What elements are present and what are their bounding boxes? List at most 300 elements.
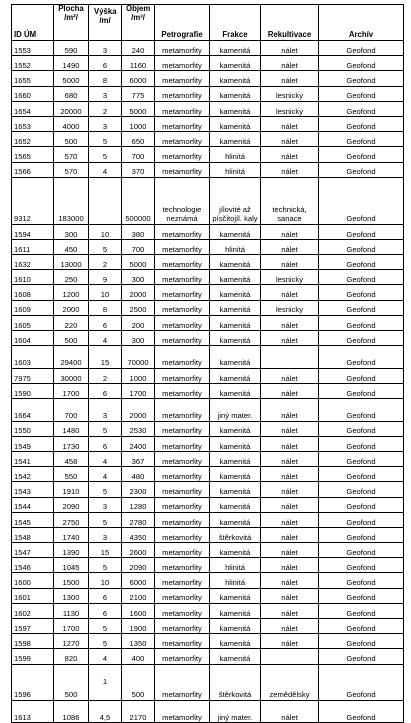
cell-rekult: nálet	[261, 255, 319, 270]
cell-petro: metamorfity	[155, 368, 210, 383]
cell-archiv: Geofond	[319, 101, 404, 116]
cell-vyska: 5	[89, 421, 122, 436]
cell-objem: 70000	[122, 346, 155, 369]
cell-rekult: nálet	[261, 588, 319, 603]
cell-petro: metamorfity	[155, 41, 210, 56]
header-plocha-label: Plocha /m²/	[58, 4, 84, 22]
cell-objem: 1000	[122, 116, 155, 131]
cell-plocha: 1480	[54, 421, 89, 436]
cell-rekult: lesnicky	[261, 86, 319, 101]
header-rekultivace: Rekultivace	[261, 5, 319, 41]
table-row	[12, 436, 404, 451]
cell-plocha: 680	[54, 86, 89, 101]
cell-vyska: 2	[89, 255, 122, 270]
cell-id: 1655	[12, 71, 54, 86]
cell-petro: metamorfity	[155, 239, 210, 254]
cell-plocha: 590	[54, 41, 89, 56]
table-row	[12, 512, 404, 527]
cell-frakce: kamenitá	[210, 497, 261, 512]
cell-petro: metamorfity	[155, 383, 210, 398]
cell-id: 1597	[12, 619, 54, 634]
cell-archiv: Geofond	[319, 543, 404, 558]
cell-archiv: Geofond	[319, 512, 404, 527]
cell-objem: 2090	[122, 558, 155, 573]
cell-rekult: nálet	[261, 558, 319, 573]
cell-objem: 2400	[122, 436, 155, 451]
cell-frakce: kamenitá	[210, 56, 261, 71]
cell-id: 1549	[12, 436, 54, 451]
cell-id: 1654	[12, 101, 54, 116]
cell-vyska: 10	[89, 573, 122, 588]
cell-id: 1652	[12, 132, 54, 147]
cell-id: 1610	[12, 270, 54, 285]
cell-petro: metamorfity	[155, 346, 210, 369]
cell-objem: 500000	[122, 177, 155, 224]
cell-petro: metamorfity	[155, 700, 210, 723]
cell-petro: metamorfity	[155, 634, 210, 649]
cell-petro: metamorfity	[155, 497, 210, 512]
cell-archiv: Geofond	[319, 497, 404, 512]
cell-archiv: Geofond	[319, 331, 404, 346]
cell-id: 1543	[12, 482, 54, 497]
cell-objem: 775	[122, 86, 155, 101]
cell-plocha: 13000	[54, 255, 89, 270]
table-row	[12, 700, 404, 723]
cell-plocha: 4000	[54, 116, 89, 131]
table-row	[12, 147, 404, 162]
cell-archiv: Geofond	[319, 588, 404, 603]
cell-id: 1664	[12, 399, 54, 422]
cell-vyska: 2	[89, 368, 122, 383]
cell-rekult: nálet	[261, 700, 319, 723]
cell-plocha: 1910	[54, 482, 89, 497]
cell-archiv: Geofond	[319, 132, 404, 147]
cell-objem: 370	[122, 162, 155, 177]
cell-petro: metamorfity	[155, 147, 210, 162]
cell-vyska: 3	[89, 527, 122, 542]
cell-petro: metamorfity	[155, 436, 210, 451]
cell-archiv: Geofond	[319, 224, 404, 239]
cell-id: 1590	[12, 383, 54, 398]
cell-id: 1546	[12, 558, 54, 573]
cell-plocha: 1300	[54, 588, 89, 603]
cell-archiv: Geofond	[319, 451, 404, 466]
cell-objem: 480	[122, 467, 155, 482]
table-row	[12, 451, 404, 466]
cell-frakce: kamenitá	[210, 86, 261, 101]
cell-objem: 2530	[122, 421, 155, 436]
cell-rekult: nálet	[261, 497, 319, 512]
cell-rekult: nálet	[261, 421, 319, 436]
table-row	[12, 543, 404, 558]
cell-archiv: Geofond	[319, 315, 404, 330]
cell-objem: 1350	[122, 634, 155, 649]
cell-vyska: 6	[89, 603, 122, 618]
cell-plocha: 1500	[54, 573, 89, 588]
cell-frakce: kamenitá	[210, 315, 261, 330]
table-row	[12, 399, 404, 422]
table-row	[12, 162, 404, 177]
cell-id: 1565	[12, 147, 54, 162]
cell-rekult: nálet	[261, 132, 319, 147]
cell-vyska: 4,5	[89, 700, 122, 723]
table-row	[12, 285, 404, 300]
cell-petro: technologie neznámá	[155, 177, 210, 224]
cell-rekult: nálet	[261, 368, 319, 383]
cell-petro: metamorfity	[155, 255, 210, 270]
table-row	[12, 101, 404, 116]
cell-vyska: 5	[89, 634, 122, 649]
cell-objem: 2000	[122, 399, 155, 422]
cell-objem: 5000	[122, 255, 155, 270]
cell-petro: metamorfity	[155, 649, 210, 664]
cell-petro: metamorfity	[155, 399, 210, 422]
cell-vyska: 6	[89, 436, 122, 451]
cell-archiv: Geofond	[319, 649, 404, 664]
cell-frakce: kamenitá	[210, 467, 261, 482]
cell-objem: 1000	[122, 368, 155, 383]
table-row	[12, 558, 404, 573]
cell-archiv: Geofond	[319, 255, 404, 270]
cell-archiv: Geofond	[319, 634, 404, 649]
cell-id: 1600	[12, 573, 54, 588]
data-table-container	[11, 4, 403, 723]
cell-petro: metamorfity	[155, 285, 210, 300]
cell-id: 1653	[12, 116, 54, 131]
cell-rekult: lesnicky	[261, 270, 319, 285]
cell-id: 1602	[12, 603, 54, 618]
cell-rekult: nálet	[261, 162, 319, 177]
cell-vyska: 5	[89, 132, 122, 147]
table-row	[12, 588, 404, 603]
cell-frakce: kamenitá	[210, 482, 261, 497]
cell-rekult: nálet	[261, 451, 319, 466]
cell-vyska: 4	[89, 467, 122, 482]
dump-sites-table	[11, 4, 404, 723]
cell-petro: metamorfity	[155, 162, 210, 177]
cell-frakce: kamenitá	[210, 451, 261, 466]
cell-vyska: 15	[89, 543, 122, 558]
cell-archiv: Geofond	[319, 664, 404, 700]
cell-vyska: 5	[89, 147, 122, 162]
cell-petro: metamorfity	[155, 101, 210, 116]
cell-objem: 2500	[122, 300, 155, 315]
cell-plocha: 29400	[54, 346, 89, 369]
cell-id: 1547	[12, 543, 54, 558]
cell-plocha: 700	[54, 399, 89, 422]
cell-rekult: nálet	[261, 399, 319, 422]
cell-frakce: kamenitá	[210, 543, 261, 558]
table-header-row	[12, 5, 404, 41]
cell-rekult: zemědělsky	[261, 664, 319, 700]
cell-rekult: nálet	[261, 315, 319, 330]
cell-plocha: 1490	[54, 56, 89, 71]
cell-objem: 400	[122, 649, 155, 664]
cell-objem: 2000	[122, 285, 155, 300]
cell-archiv: Geofond	[319, 86, 404, 101]
cell-archiv: Geofond	[319, 56, 404, 71]
cell-archiv: Geofond	[319, 162, 404, 177]
cell-frakce: kamenitá	[210, 132, 261, 147]
cell-plocha: 300	[54, 224, 89, 239]
cell-frakce: kamenitá	[210, 619, 261, 634]
table-row	[12, 467, 404, 482]
cell-id: 1601	[12, 588, 54, 603]
cell-archiv: Geofond	[319, 239, 404, 254]
cell-frakce: kamenitá	[210, 270, 261, 285]
cell-archiv: Geofond	[319, 116, 404, 131]
cell-id: 1660	[12, 86, 54, 101]
cell-petro: metamorfity	[155, 71, 210, 86]
cell-rekult: nálet	[261, 383, 319, 398]
cell-vyska: 1	[89, 664, 122, 700]
cell-plocha: 2090	[54, 497, 89, 512]
cell-frakce: jiný mater.	[210, 700, 261, 723]
cell-archiv: Geofond	[319, 421, 404, 436]
cell-frakce: kamenitá	[210, 512, 261, 527]
table-row	[12, 482, 404, 497]
cell-rekult: technická, sanace	[261, 177, 319, 224]
cell-rekult: nálet	[261, 285, 319, 300]
cell-rekult: nálet	[261, 482, 319, 497]
cell-petro: metamorfity	[155, 664, 210, 700]
cell-petro: metamorfity	[155, 603, 210, 618]
cell-frakce: kamenitá	[210, 71, 261, 86]
cell-objem: 1600	[122, 603, 155, 618]
cell-rekult	[261, 346, 319, 369]
table-body	[12, 41, 404, 723]
cell-frakce: kamenitá	[210, 331, 261, 346]
cell-rekult: nálet	[261, 331, 319, 346]
cell-id: 1553	[12, 41, 54, 56]
cell-objem: 2170	[122, 700, 155, 723]
cell-frakce: kamenitá	[210, 588, 261, 603]
cell-frakce: kamenitá	[210, 116, 261, 131]
cell-objem: 2780	[122, 512, 155, 527]
cell-id: 1603	[12, 346, 54, 369]
cell-petro: metamorfity	[155, 512, 210, 527]
cell-vyska: 3	[89, 116, 122, 131]
header-objem	[122, 5, 155, 41]
cell-vyska: 5	[89, 512, 122, 527]
cell-rekult: nálet	[261, 573, 319, 588]
cell-objem: 500	[122, 664, 155, 700]
cell-rekult: lesnicky	[261, 101, 319, 116]
table-row	[12, 132, 404, 147]
cell-petro: metamorfity	[155, 132, 210, 147]
header-plocha	[54, 5, 89, 41]
cell-archiv: Geofond	[319, 41, 404, 56]
cell-plocha: 570	[54, 162, 89, 177]
cell-frakce: kamenitá	[210, 421, 261, 436]
cell-objem: 6000	[122, 573, 155, 588]
cell-id: 1632	[12, 255, 54, 270]
table-row	[12, 368, 404, 383]
cell-rekult: nálet	[261, 619, 319, 634]
cell-objem: 300	[122, 331, 155, 346]
cell-frakce: kamenitá	[210, 649, 261, 664]
cell-rekult: nálet	[261, 41, 319, 56]
cell-petro: metamorfity	[155, 56, 210, 71]
cell-rekult: nálet	[261, 436, 319, 451]
cell-id: 1598	[12, 634, 54, 649]
cell-archiv: Geofond	[319, 700, 404, 723]
table-row	[12, 56, 404, 71]
cell-plocha: 1130	[54, 603, 89, 618]
cell-objem: 2600	[122, 543, 155, 558]
cell-id: 1611	[12, 239, 54, 254]
cell-vyska: 3	[89, 497, 122, 512]
cell-objem: 1700	[122, 383, 155, 398]
table-row	[12, 71, 404, 86]
cell-id: 1609	[12, 300, 54, 315]
cell-vyska: 4	[89, 162, 122, 177]
table-row	[12, 177, 404, 224]
table-row	[12, 300, 404, 315]
cell-rekult: nálet	[261, 239, 319, 254]
cell-vyska: 3	[89, 399, 122, 422]
cell-rekult: nálet	[261, 634, 319, 649]
cell-vyska: 5	[89, 482, 122, 497]
cell-frakce: hlinitá	[210, 573, 261, 588]
cell-frakce: hlinitá	[210, 162, 261, 177]
cell-objem: 1160	[122, 56, 155, 71]
cell-id: 1548	[12, 527, 54, 542]
table-row	[12, 527, 404, 542]
cell-archiv: Geofond	[319, 383, 404, 398]
cell-frakce: kamenitá	[210, 224, 261, 239]
cell-vyska	[89, 177, 122, 224]
table-row	[12, 383, 404, 398]
cell-archiv: Geofond	[319, 346, 404, 369]
table-row	[12, 664, 404, 700]
cell-frakce: jílovité až písčitojíl. kaly	[210, 177, 261, 224]
cell-plocha: 820	[54, 649, 89, 664]
cell-vyska: 5	[89, 239, 122, 254]
table-row	[12, 255, 404, 270]
cell-archiv: Geofond	[319, 482, 404, 497]
cell-rekult: nálet	[261, 56, 319, 71]
cell-archiv: Geofond	[319, 619, 404, 634]
cell-vyska: 8	[89, 71, 122, 86]
cell-objem: 700	[122, 239, 155, 254]
cell-petro: metamorfity	[155, 224, 210, 239]
table-row	[12, 649, 404, 664]
cell-objem: 1280	[122, 497, 155, 512]
cell-id: 1605	[12, 315, 54, 330]
cell-frakce: kamenitá	[210, 101, 261, 116]
cell-vyska: 15	[89, 346, 122, 369]
cell-vyska: 9	[89, 270, 122, 285]
cell-plocha: 20000	[54, 101, 89, 116]
cell-plocha: 1700	[54, 383, 89, 398]
cell-id: 1566	[12, 162, 54, 177]
cell-plocha: 183000	[54, 177, 89, 224]
cell-archiv: Geofond	[319, 177, 404, 224]
cell-id: 1550	[12, 421, 54, 436]
table-row	[12, 497, 404, 512]
cell-plocha: 550	[54, 467, 89, 482]
cell-vyska: 10	[89, 224, 122, 239]
cell-plocha: 500	[54, 664, 89, 700]
cell-plocha: 2750	[54, 512, 89, 527]
table-row	[12, 573, 404, 588]
table-row	[12, 331, 404, 346]
cell-rekult: nálet	[261, 543, 319, 558]
cell-archiv: Geofond	[319, 300, 404, 315]
table-row	[12, 116, 404, 131]
cell-plocha: 450	[54, 239, 89, 254]
cell-archiv: Geofond	[319, 603, 404, 618]
cell-rekult: nálet	[261, 467, 319, 482]
cell-frakce: kamenitá	[210, 436, 261, 451]
cell-petro: metamorfity	[155, 558, 210, 573]
cell-plocha: 1700	[54, 619, 89, 634]
cell-objem: 650	[122, 132, 155, 147]
header-objem-label: Objem /m³/	[126, 4, 151, 22]
header-archiv: Archív	[319, 5, 404, 41]
cell-objem: 6000	[122, 71, 155, 86]
cell-vyska: 8	[89, 300, 122, 315]
cell-id: 1552	[12, 56, 54, 71]
cell-id: 1613	[12, 700, 54, 723]
cell-objem: 300	[122, 270, 155, 285]
cell-objem: 700	[122, 147, 155, 162]
cell-id: 1541	[12, 451, 54, 466]
cell-frakce: kamenitá	[210, 300, 261, 315]
header-petrografie: Petrografie	[155, 5, 210, 41]
cell-vyska: 10	[89, 285, 122, 300]
cell-plocha: 458	[54, 451, 89, 466]
cell-id: 1542	[12, 467, 54, 482]
cell-rekult: nálet	[261, 224, 319, 239]
cell-frakce: jiný mater.	[210, 399, 261, 422]
cell-petro: metamorfity	[155, 421, 210, 436]
cell-plocha: 250	[54, 270, 89, 285]
table-row	[12, 270, 404, 285]
cell-plocha: 30000	[54, 368, 89, 383]
cell-vyska: 4	[89, 331, 122, 346]
cell-frakce: kamenitá	[210, 603, 261, 618]
cell-plocha: 1086	[54, 700, 89, 723]
cell-plocha: 2000	[54, 300, 89, 315]
cell-rekult: nálet	[261, 116, 319, 131]
cell-objem: 4350	[122, 527, 155, 542]
cell-petro: metamorfity	[155, 482, 210, 497]
cell-archiv: Geofond	[319, 368, 404, 383]
cell-vyska: 3	[89, 86, 122, 101]
cell-petro: metamorfity	[155, 331, 210, 346]
table-row	[12, 41, 404, 56]
cell-objem: 1900	[122, 619, 155, 634]
cell-objem: 367	[122, 451, 155, 466]
cell-archiv: Geofond	[319, 558, 404, 573]
cell-id: 1545	[12, 512, 54, 527]
cell-plocha: 1045	[54, 558, 89, 573]
table-row	[12, 224, 404, 239]
cell-vyska: 5	[89, 558, 122, 573]
cell-vyska: 6	[89, 588, 122, 603]
header-vyska	[89, 5, 122, 41]
cell-petro: metamorfity	[155, 467, 210, 482]
cell-frakce: kamenitá	[210, 255, 261, 270]
header-frakce: Frakce	[210, 5, 261, 41]
cell-plocha: 1390	[54, 543, 89, 558]
cell-frakce: kamenitá	[210, 383, 261, 398]
cell-petro: metamorfity	[155, 543, 210, 558]
cell-frakce: štěrkovitá	[210, 527, 261, 542]
cell-id: 1604	[12, 331, 54, 346]
